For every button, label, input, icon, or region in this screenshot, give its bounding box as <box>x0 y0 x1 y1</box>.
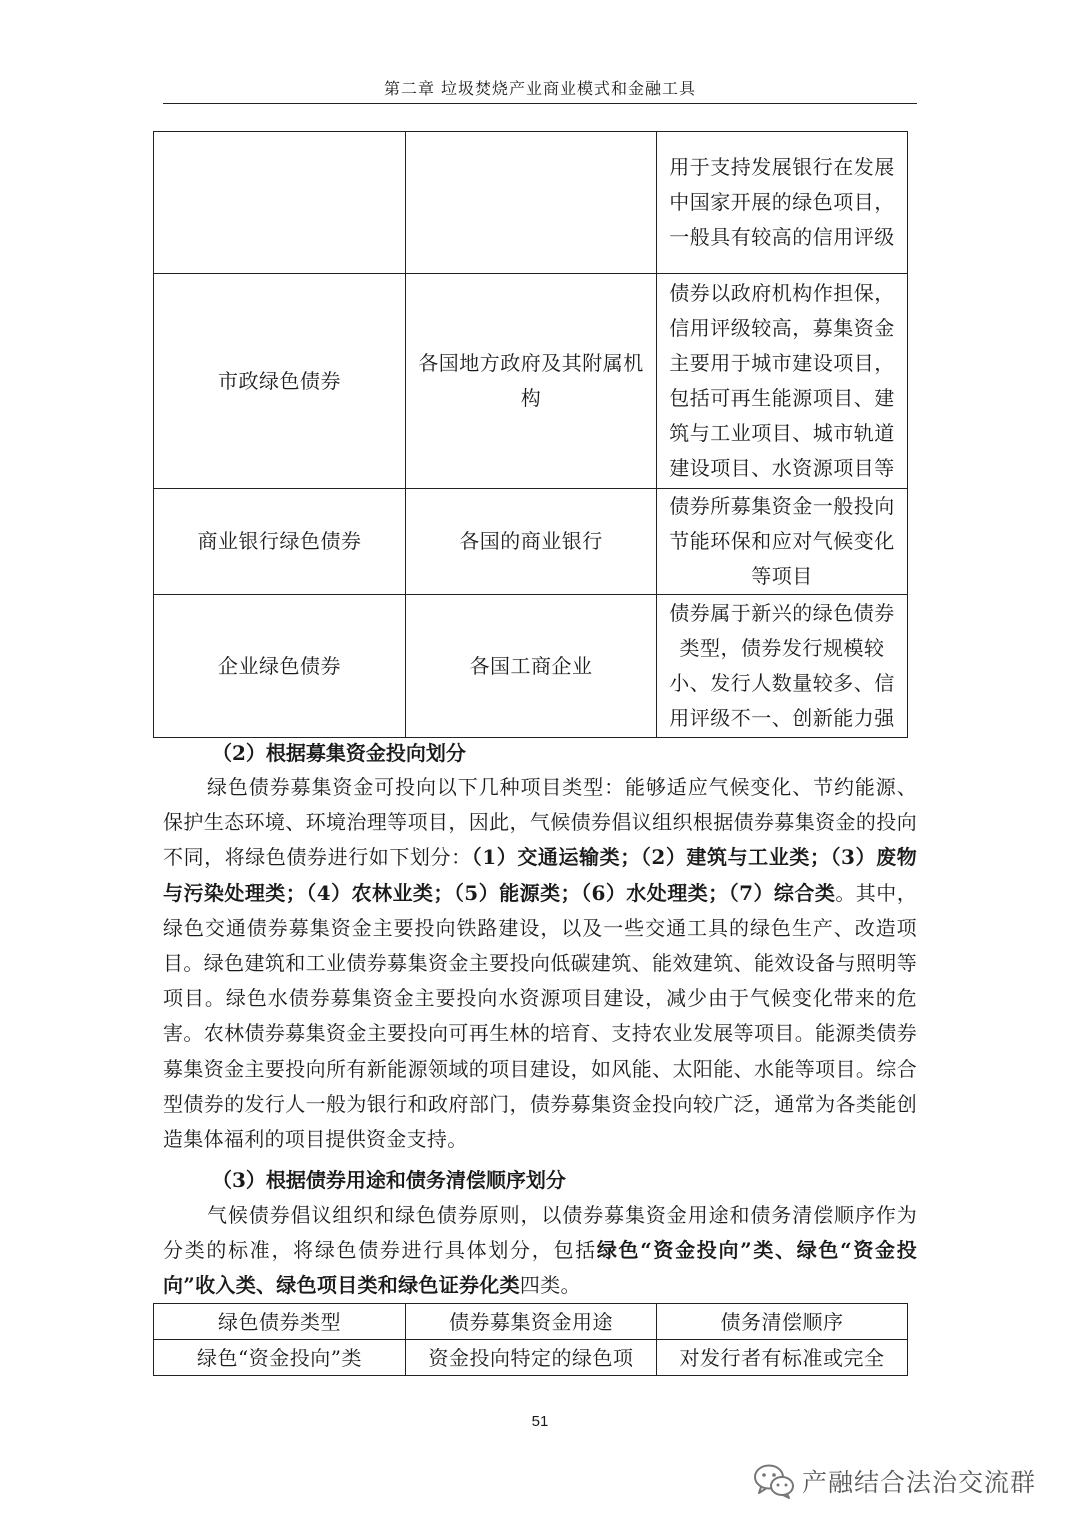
bond-type-cell <box>154 132 406 274</box>
paragraph-text: 绿色债券募集资金可投向以下几种项目类型：能够适应气候变化、节约能源、保护生态环境、环境治理等项目，因此，气候债券倡议组织根据债券募集资金的投向不同，将绿色债券进行如下划分： <box>163 775 917 870</box>
description-cell: 债券所募集资金一般投向节能环保和应对气候变化等项目 <box>657 489 908 595</box>
table-row <box>154 489 908 595</box>
table-row <box>154 274 908 489</box>
paragraph-text: 气候债券倡议组织和绿色债券原则，以债券募集资金用途和债务清偿顺序作为分类的标准，将绿色债券进行具体划分，包括 <box>163 1203 917 1263</box>
watermark-text: 产融结合法治交流群 <box>802 1468 1037 1497</box>
green-bond-issuer-table <box>153 131 908 738</box>
issuer-cell: 各国地方政府及其附属机构 <box>406 274 657 489</box>
bond-type-cell: 市政绿色债券 <box>154 274 406 489</box>
issuer-cell <box>406 132 657 274</box>
description-cell: 债券以政府机构作担保，信用评级较高，募集资金主要用于城市建设项目，包括可再生能源项目、建筑与工业项目、城市轨道建设项目、水资源项目等 <box>657 274 908 489</box>
page-header: 第二章 垃圾焚烧产业商业模式和金融工具 <box>383 79 697 98</box>
column-header: 绿色债券类型 <box>154 1304 406 1340</box>
repayment-cell: 对发行者有标准或完全 <box>657 1340 908 1376</box>
usage-cell: 资金投向特定的绿色项 <box>406 1340 657 1376</box>
wechat-icon <box>752 1461 796 1501</box>
paragraph <box>163 1198 917 1304</box>
bold-categories: （1）交通运输类；（2）建筑与工业类；（3）废物与污染处理类；（4）农林业类；（5）能源类；（6）水处理类；（7）综合类 <box>163 845 918 905</box>
section-heading: （2）根据募集资金投向划分 <box>212 741 466 765</box>
table-row <box>154 595 908 738</box>
green-bond-classification-table <box>153 1303 908 1376</box>
description-cell: 用于支持发展银行在发展中国家开展的绿色项目，一般具有较高的信用评级 <box>657 132 908 274</box>
paragraph <box>163 770 917 1157</box>
bond-type-cell: 企业绿色债券 <box>154 595 406 738</box>
issuer-cell: 各国工商企业 <box>406 595 657 738</box>
column-header: 债务清偿顺序 <box>657 1304 908 1340</box>
column-header: 债券募集资金用途 <box>406 1304 657 1340</box>
watermark <box>752 1461 1036 1501</box>
description-cell: 债券属于新兴的绿色债券类型，债券发行规模较小、发行人数量较多、信用评级不一、创新能力强 <box>657 595 908 738</box>
paragraph-text: 。其中，绿色交通债券募集资金主要投向铁路建设，以及一些交通工具的绿色生产、改造项目。绿色建筑和工业债券募集资金主要投向低碳建筑、能效建筑、能效设备与照明等项目。绿色水债券募集资金主要投向水资源项目建设，减少由于气候变化带来的危害。农林债券募集资金主要投向可再生林的培育、支持农业发展等项目。能源类债券募集资金主要投向所有新能源领域的项目建设，如风能、太阳能、水能等项目。综合型债券的发行人一般为银行和政府部门，债券募集资金投向较广泛，通常为各类能创造集体福利的项目提供资金支持。 <box>163 880 917 1152</box>
header-rule <box>163 103 917 104</box>
table-header-row <box>154 1304 908 1340</box>
bold-categories: 绿色“资金投向”类、绿色“资金投向”收入类、绿色项目类和绿色证券化类 <box>163 1238 918 1298</box>
issuer-cell: 各国的商业银行 <box>406 489 657 595</box>
section-heading: （3）根据债券用途和债务清偿顺序划分 <box>212 1168 566 1192</box>
bond-type-cell: 绿色“资金投向”类 <box>154 1340 406 1376</box>
paragraph-text: 四类。 <box>519 1273 581 1298</box>
bond-type-cell: 商业银行绿色债券 <box>154 489 406 595</box>
table-row <box>154 132 908 274</box>
page-number: 51 <box>531 1413 549 1430</box>
table-row <box>154 1340 908 1376</box>
